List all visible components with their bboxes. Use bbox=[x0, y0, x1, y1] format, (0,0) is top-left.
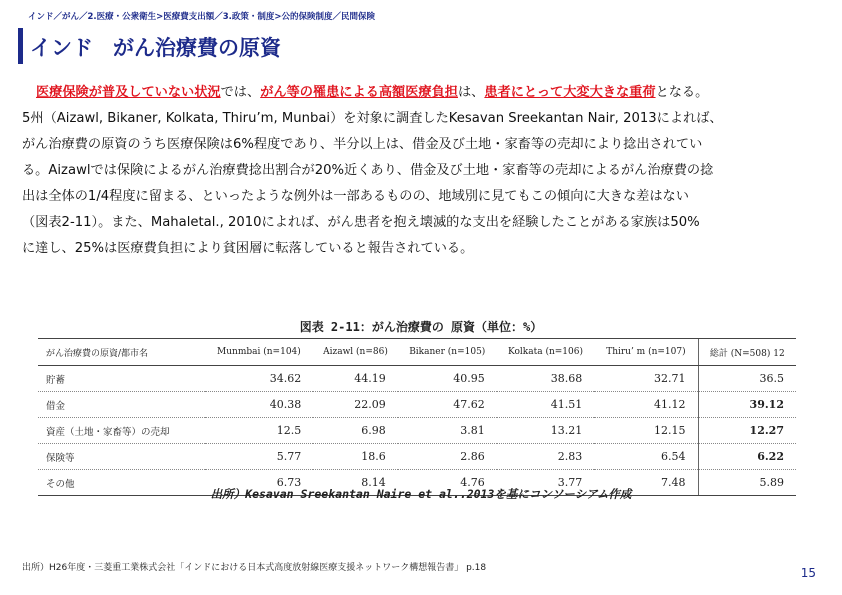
table-header-row bbox=[38, 339, 796, 366]
table-row bbox=[38, 392, 796, 418]
table-cell: 2.83 bbox=[497, 444, 595, 470]
highlight-1: 医療保険が普及していない状況 bbox=[36, 85, 221, 100]
column-header: がん治療費の原資/都市名 bbox=[38, 339, 205, 366]
table-cell: 6.54 bbox=[594, 444, 698, 470]
total-cell: 6.22 bbox=[698, 444, 796, 470]
total-cell: 39.12 bbox=[698, 392, 796, 418]
table-cell: 3.81 bbox=[398, 418, 497, 444]
table-cell: 5.77 bbox=[205, 444, 314, 470]
table-cell: 32.71 bbox=[594, 366, 698, 392]
column-header: Bikaner (n=105) bbox=[398, 339, 497, 366]
body-line-1 bbox=[22, 80, 822, 106]
total-cell: 36.5 bbox=[698, 366, 796, 392]
table-cell: 12.15 bbox=[594, 418, 698, 444]
table-cell: 6.98 bbox=[313, 418, 398, 444]
body-line-7: に達し、25%は医療費負担により貧困層に転落していると報告されている。 bbox=[22, 241, 474, 256]
highlight-2: がん等の罹患による高額医療負担 bbox=[260, 85, 458, 100]
body-line-6: （図表2-11）。また、Mahaletal., 2010によれば、がん患者を抱え壊滅的な支出を経験したことがある家族は50% bbox=[22, 215, 700, 230]
table-cell: 13.21 bbox=[497, 418, 595, 444]
table-cell: 4.76 bbox=[398, 470, 497, 496]
source-note: 出所）H26年度・三菱重工業株式会社「インドにおける日本式高度放射線医療支援ネットワーク構想報告書」 p.18 bbox=[22, 563, 487, 573]
table-cell: 34.62 bbox=[205, 366, 314, 392]
title-accent-bar bbox=[18, 28, 23, 64]
page-title bbox=[30, 32, 281, 62]
table-cell: 44.19 bbox=[313, 366, 398, 392]
page-title-topic: がん治療費の原資 bbox=[113, 36, 281, 60]
body-text-1b: は、 bbox=[458, 85, 485, 100]
table-cell: 3.77 bbox=[497, 470, 595, 496]
table-row bbox=[38, 418, 796, 444]
table-cell: 41.51 bbox=[497, 392, 595, 418]
figure-caption: 図表 2-11：がん治療費の 原資（単位：%） bbox=[299, 320, 543, 334]
page-number: 15 bbox=[800, 566, 816, 580]
body-line-2: 5州（Aizawl, Bikaner, Kolkata, Thiru’m, Munbai）を対象に調査したKesavan Sreekantan Nair, 2013によれば、 bbox=[22, 111, 723, 126]
page-title-country: インド bbox=[30, 36, 93, 60]
body-text-1c: となる。 bbox=[655, 85, 709, 100]
row-label: 借金 bbox=[38, 392, 205, 418]
body-line-3: がん治療費の原資のうち医療保険は6%程度であり、半分以上は、借金及び土地・家畜等の売却により捻出されてい bbox=[22, 137, 703, 152]
body-paragraph bbox=[22, 80, 822, 262]
table-row bbox=[38, 366, 796, 392]
body-text-1a: では、 bbox=[220, 85, 261, 100]
funding-source-table bbox=[38, 338, 796, 496]
total-cell: 5.89 bbox=[698, 470, 796, 496]
body-line-4: る。Aizawlでは保険によるがん治療費捻出割合が20%近くあり、借金及び土地・家畜等の売却によるがん治療費の捻 bbox=[22, 163, 714, 178]
column-header: Munmbai (n=104) bbox=[205, 339, 314, 366]
table-cell: 41.12 bbox=[594, 392, 698, 418]
row-label: 資産（土地・家畜等）の売却 bbox=[38, 418, 205, 444]
table-cell: 47.62 bbox=[398, 392, 497, 418]
table-cell: 6.73 bbox=[205, 470, 314, 496]
row-label: その他 bbox=[38, 470, 205, 496]
table-row bbox=[38, 444, 796, 470]
highlight-3: 患者にとって大変大きな重荷 bbox=[484, 85, 656, 100]
row-label: 貯蓄 bbox=[38, 366, 205, 392]
column-header: Aizawl (n=86) bbox=[313, 339, 398, 366]
table-cell: 40.38 bbox=[205, 392, 314, 418]
breadcrumb: インド／がん／2.医療・公衆衛生>医療費支出額／3.政策・制度>公的保険制度／民間保険 bbox=[28, 12, 376, 22]
table-cell: 7.48 bbox=[594, 470, 698, 496]
table-cell: 38.68 bbox=[497, 366, 595, 392]
table-cell: 8.14 bbox=[313, 470, 398, 496]
total-cell: 12.27 bbox=[698, 418, 796, 444]
table-cell: 22.09 bbox=[313, 392, 398, 418]
table-cell: 18.6 bbox=[313, 444, 398, 470]
row-label: 保険等 bbox=[38, 444, 205, 470]
table-source: 出所）Kesavan Sreekantan Naire et al..2013を基にコンソーシアム作成 bbox=[210, 487, 632, 501]
table-cell: 12.5 bbox=[205, 418, 314, 444]
column-header: Kolkata (n=106) bbox=[497, 339, 595, 366]
table-cell: 40.95 bbox=[398, 366, 497, 392]
column-header-total: 総計 (N=508) 12 bbox=[698, 339, 796, 366]
table-cell: 2.86 bbox=[398, 444, 497, 470]
column-header: Thiru’ m (n=107) bbox=[594, 339, 698, 366]
body-line-5: 出は全体の1/4程度に留まる、といったような例外は一部あるものの、地域別に見てもこの傾向に大きな差はない bbox=[22, 189, 689, 204]
